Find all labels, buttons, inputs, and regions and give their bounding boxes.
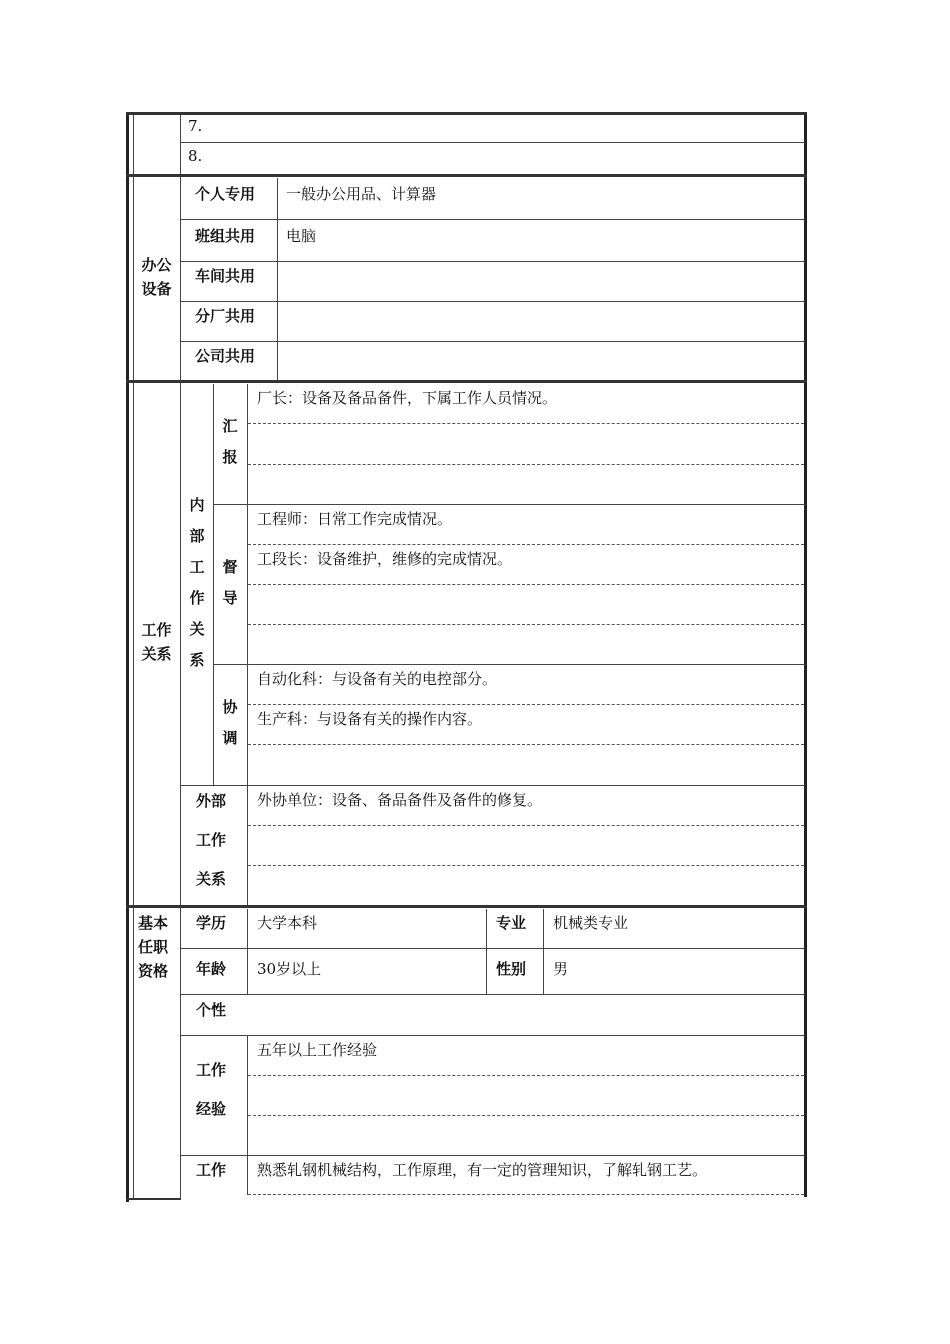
experience-label-line: 经验 (196, 1100, 227, 1118)
dashed-line (248, 704, 804, 705)
row-divider (180, 948, 805, 949)
dashed-line (248, 584, 804, 585)
work-relations-label-text: 工作关系 (141, 621, 172, 663)
supervise-label (220, 552, 240, 614)
major-label: 专业 (496, 914, 527, 932)
dashed-line (248, 464, 804, 465)
content-column-divider (247, 384, 248, 905)
label-column-divider (180, 112, 181, 1200)
row-divider (180, 301, 805, 302)
personality-label: 个性 (196, 1001, 227, 1019)
office-row-label: 班组共用 (195, 227, 256, 245)
coordinate-line: 生产科：与设备有关的操作内容。 (257, 710, 483, 728)
row-divider (180, 785, 805, 786)
dashed-line (248, 825, 804, 826)
dashed-line (248, 1194, 804, 1195)
education-label: 学历 (196, 914, 227, 932)
section-divider (126, 174, 807, 177)
top-border (126, 112, 807, 115)
education-value: 大学本科 (257, 914, 318, 932)
dashed-line (248, 544, 804, 545)
office-row-value: 一般办公用品、计算器 (286, 185, 437, 203)
qualification-label-line: 基本 (138, 914, 169, 932)
dashed-line (248, 423, 804, 424)
coordinate-line: 自动化科：与设备有关的电控部分。 (257, 670, 498, 688)
section-divider (126, 905, 807, 908)
external-label-line: 关系 (196, 870, 227, 888)
internal-column-divider (213, 384, 214, 785)
work-relations-label (133, 618, 180, 666)
qualification-label-line: 资格 (138, 962, 169, 980)
row-number-8: 8. (188, 147, 203, 165)
row-divider (180, 341, 805, 342)
mid-column-divider (486, 909, 487, 994)
left-border (126, 112, 129, 1202)
row-divider (213, 664, 805, 665)
office-row-value: 电脑 (286, 227, 317, 245)
dashed-line (248, 624, 804, 625)
row-divider (180, 994, 805, 995)
dashed-line (248, 865, 804, 866)
office-row-label: 分厂共用 (195, 307, 256, 325)
office-row-label: 车间共用 (195, 267, 256, 285)
experience-value: 五年以上工作经验 (257, 1041, 378, 1059)
office-row-label: 公司共用 (195, 347, 256, 365)
row-divider (180, 1035, 805, 1036)
internal-relations-label-text: 内部工作关系 (189, 496, 205, 669)
major-value: 机械类专业 (553, 914, 629, 932)
internal-relations-label (187, 490, 207, 676)
age-value: 30岁以上 (257, 960, 322, 978)
dashed-line (248, 1115, 804, 1116)
report-label (220, 411, 240, 473)
coordinate-label (220, 692, 240, 754)
age-label: 年龄 (196, 960, 227, 978)
row-divider (213, 504, 805, 505)
office-row-label: 个人专用 (195, 185, 256, 203)
work-label: 工作 (196, 1161, 227, 1179)
gender-value: 男 (553, 960, 569, 978)
work-value: 熟悉轧钢机械结构，工作原理，有一定的管理知识，了解轧钢工艺。 (257, 1161, 708, 1179)
coordinate-label-text: 协调 (222, 698, 238, 747)
gender-label: 性别 (496, 960, 527, 978)
office-equipment-label-text: 办公设备 (141, 256, 172, 298)
row-divider (180, 142, 805, 143)
supervise-label-text: 督导 (222, 558, 238, 607)
row-divider (180, 219, 805, 220)
dashed-line (248, 744, 804, 745)
mid-column-divider (543, 909, 544, 994)
experience-label-line: 工作 (196, 1061, 227, 1079)
supervise-line: 工段长：设备维护，维修的完成情况。 (257, 550, 513, 568)
office-column-divider (277, 178, 278, 381)
content-column-divider (247, 909, 248, 994)
external-label-line: 工作 (196, 831, 227, 849)
row-number-7: 7. (188, 117, 203, 135)
supervise-line: 工程师：日常工作完成情况。 (257, 510, 453, 528)
report-line: 厂长：设备及备品备件，下属工作人员情况。 (257, 389, 558, 407)
bottom-left-border (126, 1198, 180, 1200)
section-divider (126, 380, 807, 383)
office-equipment-label (133, 253, 180, 301)
row-divider (180, 1155, 805, 1156)
qualification-label-line: 任职 (138, 938, 169, 956)
external-line: 外协单位：设备、备品备件及备件的修复。 (257, 791, 543, 809)
dashed-line (248, 1075, 804, 1076)
report-label-text: 汇报 (222, 417, 238, 466)
row-divider (180, 261, 805, 262)
external-label-line: 外部 (196, 792, 227, 810)
